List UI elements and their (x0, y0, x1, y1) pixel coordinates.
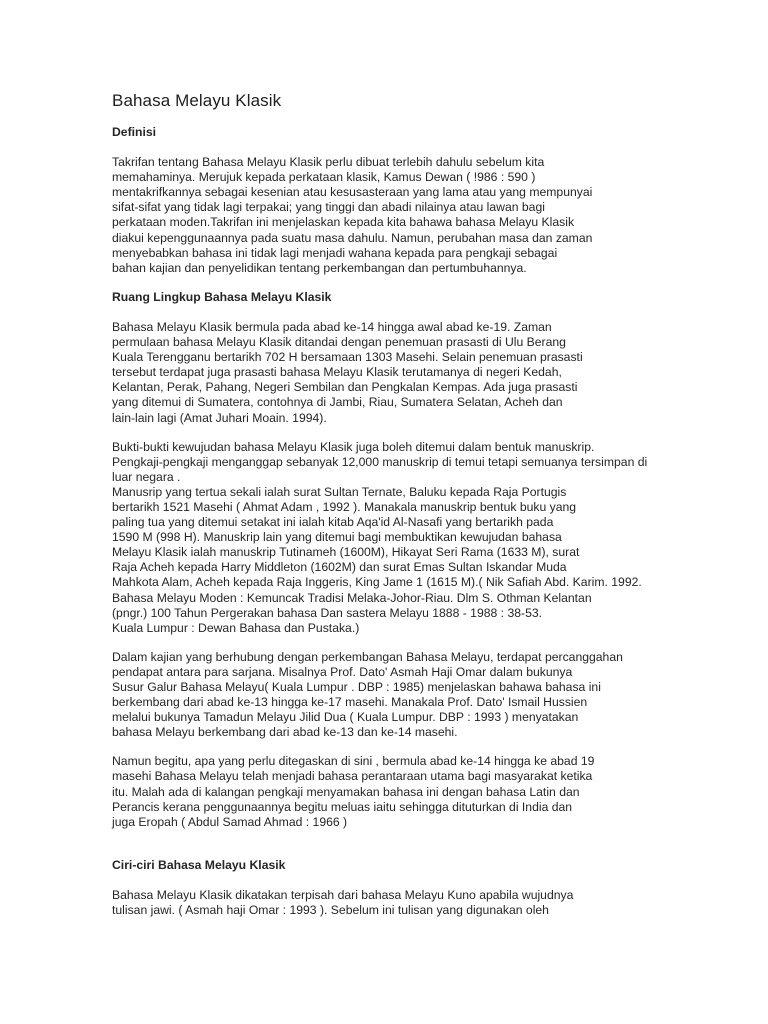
text-line: Bukti-bukti kewujudan bahasa Melayu Klasik juga boleh ditemui dalam bentuk manuskrip. (112, 439, 595, 454)
paragraph-manuskrip (112, 440, 672, 636)
text-line: Susur Galur Bahasa Melayu( Kuala Lumpur . DBP : 1985) menjelaskan bahawa bahasa ini (112, 680, 601, 694)
text-line: itu. Malah ada di kalangan pengkaji menyamakan bahasa ini dengan bahasa Latin dan (112, 784, 580, 799)
text-line: Mahkota Alam, Acheh kepada Raja Inggeris, King Jame 1 (1615 M).( Nik Safiah Abd. Karim. 1992. (112, 575, 642, 590)
text-line: pendapat antara para sarjana. Misalnya Prof. Dato' Asmah Haji Omar dalam bukunya (112, 664, 573, 679)
text-line: perkataan moden.Takrifan ini menjelaskan kepada kita bahawa bahasa Melayu Klasik (112, 215, 575, 230)
text-line: Kuala Terengganu bertarikh 702 H bersamaan 1303 Masehi. Selain penemuan prasasti (112, 350, 583, 365)
paragraph-percanggahan (112, 650, 672, 741)
text-line: Manusrip yang tertua sekali ialah surat Sultan Ternate, Baluku kepada Raja Portugis (112, 484, 567, 499)
text-line: bahan kajian dan penyelidikan tentang perkembangan dan pertumbuhannya. (112, 260, 527, 275)
text-line: bertarikh 1521 Masehi ( Ahmat Adam , 1992 ). Manakala manuskrip bentuk buku yang (112, 499, 577, 514)
text-line: Kelantan, Perak, Pahang, Negeri Sembilan dan Pengkalan Kempas. Ada juga prasasti (112, 380, 578, 395)
text-line: Perancis kerana penggunaannya begitu meluas iaitu sehingga dituturkan di India dan (112, 799, 573, 814)
text-line: yang ditemui di Sumatera, contohnya di Jambi, Riau, Sumatera Selatan, Acheh dan (112, 395, 563, 410)
text-line: Bahasa Melayu Moden : Kemuncak Tradisi Melaka-Johor-Riau. Dlm S. Othman Kelantan (112, 590, 592, 605)
text-line: masehi Bahasa Melayu telah menjadi bahasa perantaraan utama bagi masyarakat ketika (112, 769, 593, 784)
text-line: Kuala Lumpur : Dewan Bahasa dan Pustaka.) (112, 620, 360, 635)
text-line: diakui kepenggunaannya pada suatu masa dahulu. Namun, perubahan masa dan zaman (112, 230, 593, 245)
section-heading-ruang-lingkup: Ruang Lingkup Bahasa Melayu Klasik (112, 289, 332, 304)
text-line: Dalam kajian yang berhubung dengan perkembangan Bahasa Melayu, terdapat percanggahan (112, 649, 623, 664)
text-line: 1590 M (998 H). Manuskrip lain yang ditemui bagi membuktikan kewujudan bahasa (112, 530, 562, 545)
text-line: paling tua yang ditemui setakat ini ialah kitab Aqa'id Al-Nasafi yang bertarikh pada (112, 515, 554, 530)
document-page (112, 90, 672, 918)
text-line: melalui bukunya Tamadun Melayu Jilid Dua ( Kuala Lumpur. DBP : 1993 ) menyatakan (112, 710, 579, 725)
text-line: tersebut terdapat juga prasasti bahasa Melayu Klasik terutamanya di negeri Kedah, (112, 365, 562, 380)
section-heading-ciri-ciri: Ciri-ciri Bahasa Melayu Klasik (112, 857, 286, 872)
text-line: Pengkaji-pengkaji menganggap sebanyak 12,000 manuskrip di temui tetapi semuanya tersimpan di (112, 454, 648, 469)
text-line: Raja Acheh kepada Harry Middleton (1602M) dan surat Emas Sultan Iskandar Muda (112, 560, 567, 575)
text-line: permulaan bahasa Melayu Klasik ditandai dengan penemuan prasasti di Ulu Berang (112, 335, 566, 350)
section-heading-definisi: Definisi (112, 125, 157, 139)
paragraph-ciri-ciri (112, 888, 672, 918)
document-title: Bahasa Melayu Klasik (112, 91, 282, 110)
text-line: tulisan jawi. ( Asmah haji Omar : 1993 ). Sebelum ini tulisan yang digunakan oleh (112, 903, 549, 918)
text-line: Takrifan tentang Bahasa Melayu Klasik perlu dibuat terlebih dahulu sebelum kita (112, 155, 545, 170)
text-line: bahasa Melayu berkembang dari abad ke-13 dan ke-14 masehi. (112, 725, 458, 740)
text-line: berkembang dari abad ke-13 hingga ke-17 masehi. Manakala Prof. Dato' Ismail Hussien (112, 695, 588, 710)
text-line: Bahasa Melayu Klasik dikatakan terpisah dari bahasa Melayu Kuno apabila wujudnya (112, 887, 574, 902)
text-line: juga Eropah ( Abdul Samad Ahmad : 1966 ) (112, 814, 348, 829)
paragraph-definisi (112, 155, 672, 276)
text-line: Bahasa Melayu Klasik bermula pada abad ke-14 hingga awal abad ke-19. Zaman (112, 319, 552, 334)
text-line: sifat-sifat yang tidak lagi terpakai; yang tinggi dan abadi nilainya atau lawan bagi (112, 200, 545, 215)
text-line: Melayu Klasik ialah manuskrip Tutinameh (1600M), Hikayat Seri Rama (1633 M), surat (112, 545, 580, 560)
paragraph-ruang-lingkup (112, 320, 672, 426)
text-line: menyebabkan bahasa ini tidak lagi menjadi wahana kepada para pengkaji sebagai (112, 245, 558, 260)
text-line: lain-lain lagi (Amat Juhari Moain. 1994). (112, 410, 327, 425)
paragraph-namun-begitu (112, 754, 672, 829)
text-line: luar negara . (112, 469, 181, 484)
text-line: (pngr.) 100 Tahun Pergerakan bahasa Dan sastera Melayu 1888 - 1988 : 38-53. (112, 605, 543, 620)
text-line: memahaminya. Merujuk kepada perkataan klasik, Kamus Dewan ( !986 : 590 ) (112, 170, 536, 185)
text-line: mentakrifkannya sebagai kesenian atau kesusasteraan yang lama atau yang mempunyai (112, 185, 593, 200)
text-line: Namun begitu, apa yang perlu ditegaskan di sini , bermula abad ke-14 hingga ke abad 19 (112, 754, 595, 769)
